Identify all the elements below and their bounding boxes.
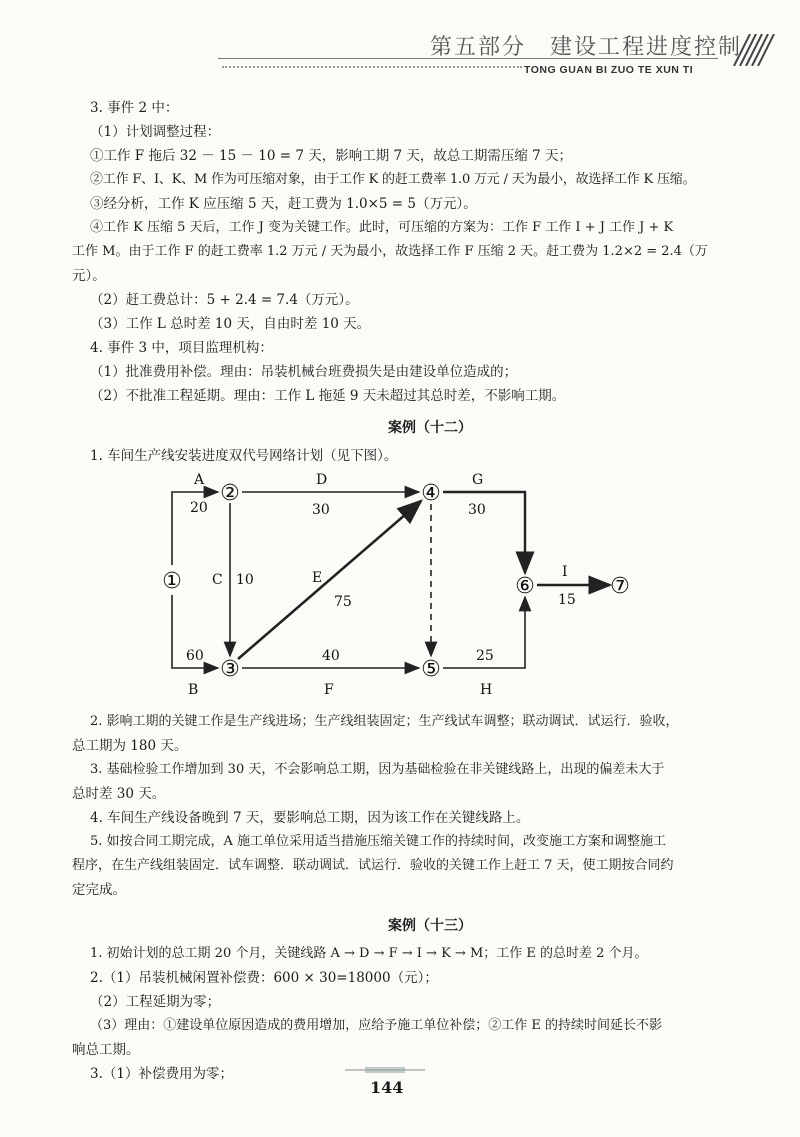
- text-line: ④工作 K 压缩 5 天后，工作 J 变为关键工作。此时，可压缩的方案为：工作 F 工作 I + J 工作 J + K: [90, 220, 674, 235]
- text-line: 程序，在生产线组装固定．试车调整．联动调试．试运行．验收的关键工作上赶工 7 天，使工期按合同约: [72, 858, 674, 873]
- text-line: （2）工程延期为零；: [90, 994, 221, 1010]
- activity-E-label: E: [312, 570, 323, 586]
- node-1: ①: [162, 569, 182, 594]
- activity-E-arrow: [238, 501, 421, 659]
- text-line: 2. 影响工期的关键工作是生产线进场；生产线组装固定；生产线试车调整；联动调试．试运行．验收，: [90, 714, 679, 729]
- text-line: （2）不批准工程延期。理由：工作 L 拖延 9 天未超过其总时差，不影响工期。: [90, 388, 566, 404]
- text-line: 3.（1）补偿费用为零；: [90, 1066, 233, 1082]
- activity-I-duration: 15: [558, 592, 576, 608]
- header-dotted-rule: [222, 66, 522, 68]
- page-content: [72, 96, 770, 1086]
- text-line: 工作 M。由于工作 F 的赶工费率 1.2 万元 / 天为最小，故选择工作 F 压缩 2 天。赶工费为 1.2×2 = 2.4（万: [72, 244, 708, 259]
- network-diagram: [90, 470, 770, 710]
- node-2: ②: [220, 481, 240, 506]
- chapter-title: 第五部分 建设工程进度控制: [430, 35, 743, 60]
- header-stripes-decoration: [720, 34, 778, 66]
- text-line: 1. 车间生产线安装进度双代号网络计划（见下图）。: [90, 448, 398, 464]
- text-line: 总时差 30 天。: [72, 786, 166, 802]
- text-line: ③经分析，工作 K 应压缩 5 天，赶工费为 1.0×5 = 5（万元）。: [90, 196, 477, 212]
- text-line: （1）批准费用补偿。理由：吊装机械台班费损失是由建设单位造成的；: [90, 364, 518, 380]
- activity-H-duration: 25: [476, 648, 494, 664]
- node-6: ⑥: [515, 574, 535, 599]
- text-line: 总工期为 180 天。: [72, 738, 188, 754]
- text-line: 3. 基础检验工作增加到 30 天，不会影响总工期，因为基础检验在非关键线路上，出现的偏差未大于: [90, 762, 665, 777]
- network-diagram-svg: [90, 470, 770, 710]
- activity-H-label: H: [480, 682, 493, 698]
- text-line: 1. 初始计划的总工期 20 个月，关键线路 A → D → F → I → K → M；工作 E 的总时差 2 个月。: [90, 946, 648, 961]
- text-line: 3. 事件 2 中：: [90, 100, 179, 116]
- text-line: ②工作 F、I、K、M 作为可压缩对象，由于工作 K 的赶工费率 1.0 万元 / 天为最小，故选择工作 K 压缩。: [90, 172, 696, 187]
- activity-D-label: D: [316, 472, 328, 488]
- activity-E-duration: 75: [334, 594, 352, 610]
- text-line: 5. 如按合同工期完成，A 施工单位采用适当措施压缩关键工作的持续时间，改变施工方案和调整施工: [90, 834, 667, 849]
- activity-G-duration: 30: [468, 502, 486, 518]
- text-line: 2.（1）吊装机械闲置补偿费：600 × 30=18000（元）；: [90, 970, 438, 986]
- node-7: ⑦: [610, 574, 630, 599]
- header-rule: [218, 58, 718, 59]
- page-number-ornament: [345, 1066, 425, 1074]
- node-5: ⑤: [421, 657, 441, 682]
- text-line: （3）工作 L 总时差 10 天，自由时差 10 天。: [90, 316, 371, 332]
- activity-B-duration: 60: [186, 648, 204, 664]
- activity-I-label: I: [562, 564, 568, 580]
- text-line: 4. 事件 3 中，项目监理机构：: [90, 340, 273, 356]
- text-line: （3）理由：①建设单位原因造成的费用增加，应给予施工单位补偿；②工作 E 的持续时间延长不影: [90, 1018, 663, 1033]
- activity-D-duration: 30: [312, 502, 330, 518]
- activity-C-duration: 10: [236, 572, 254, 588]
- node-3: ③: [220, 657, 240, 682]
- activity-A-label: A: [194, 472, 205, 488]
- activity-B-label: B: [188, 682, 199, 698]
- case12-title: 案例（十二）: [388, 420, 472, 436]
- page-number: 144: [370, 1078, 404, 1097]
- node-4: ④: [421, 481, 441, 506]
- activity-A-duration: 20: [190, 500, 208, 516]
- text-line: （2）赶工费总计：5 + 2.4 = 7.4（万元）。: [90, 292, 359, 308]
- text-line: （1）计划调整过程：: [90, 124, 221, 140]
- activity-F-label: F: [324, 682, 334, 698]
- text-line: ①工作 F 拖后 32 － 15 － 10 = 7 天，影响工期 7 天，故总工期需压缩 7 天；: [90, 148, 573, 164]
- text-line: 4. 车间生产线设备晚到 7 天，要影响总工期，因为该工作在关键线路上。: [90, 810, 530, 826]
- text-line: 定完成。: [72, 882, 126, 898]
- chapter-subtitle: TONG GUAN BI ZUO TE XUN TI: [524, 64, 694, 76]
- text-line: 元）。: [72, 268, 106, 284]
- activity-F-duration: 40: [322, 648, 340, 664]
- activity-G-label: G: [472, 472, 484, 488]
- activity-C-label: C: [212, 572, 223, 588]
- case13-title: 案例（十三）: [388, 918, 472, 934]
- text-line: 响总工期。: [72, 1042, 140, 1058]
